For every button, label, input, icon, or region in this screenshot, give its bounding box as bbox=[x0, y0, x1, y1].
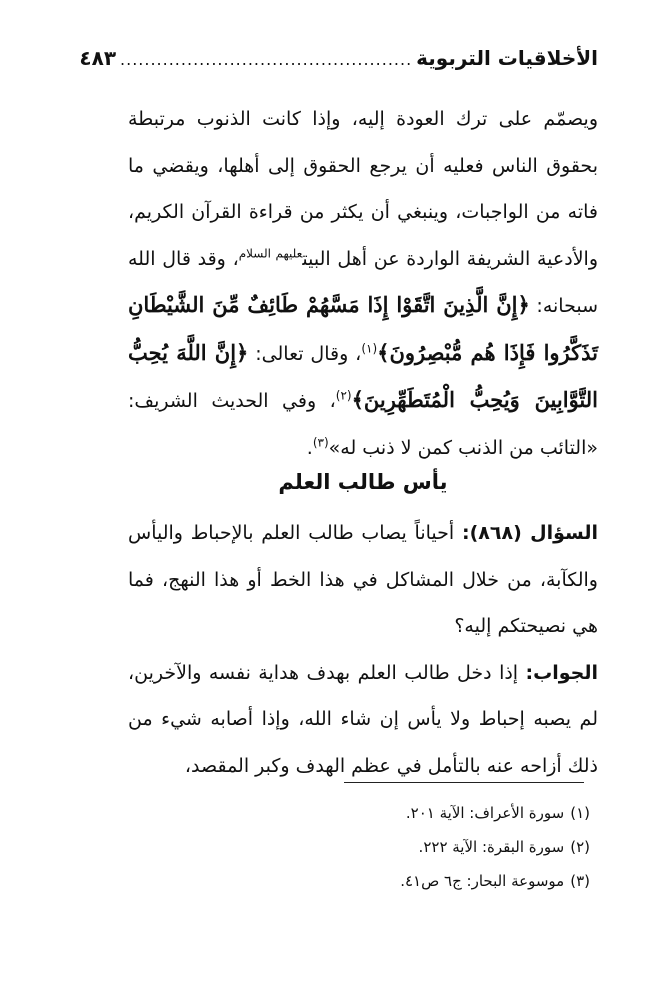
footnote-text: موسوعة البحار: ج٦ ص٤١. bbox=[400, 872, 565, 890]
footnote-marker: (١) bbox=[361, 341, 378, 356]
footnote-text: سورة البقرة: الآية ٢٢٢. bbox=[418, 838, 565, 856]
footnote-item bbox=[300, 830, 590, 864]
footnote-number: (١) bbox=[570, 804, 590, 822]
paragraph-end: . bbox=[306, 436, 313, 459]
header-leader-dots: ................................................ bbox=[120, 50, 413, 69]
paragraph-text: ويصمّم على ترك العودة إليه، وإذا كانت الذنوب مرتبطة بحقوق الناس فعليه أن يرجع الحقوق إلى أهلها، ويقضي ما فاته من الواجبات، وينبغي أن يكثر من قراءة القرآن الكريم، والأدعية الشريفة الواردة عن أهل البيت bbox=[128, 108, 599, 270]
body-paragraph bbox=[128, 96, 598, 471]
answer-label: الجواب: bbox=[525, 661, 598, 684]
paragraph-1 bbox=[128, 96, 598, 471]
paragraph-text: ، وقد قال الله سبحانه: bbox=[128, 247, 598, 317]
honorific-mark: عليهم السلام bbox=[238, 246, 303, 261]
section-heading: يأس طالب العلم bbox=[278, 470, 448, 494]
footnote-marker: (٣) bbox=[312, 435, 329, 450]
footnote-item bbox=[300, 796, 590, 830]
page-number: ٤٨٣ bbox=[79, 46, 117, 70]
hadith-quote: ، وفي الحديث الشريف: «التائب من الذنب كمن لا ذنب له» bbox=[128, 390, 598, 459]
quran-verse: ﴿إِنَّ اللَّهَ يُحِبُّ التَّوَّابِينَ وَيُحِبُّ الْمُتَطَهِّرِينَ﴾ bbox=[128, 339, 598, 412]
answer bbox=[128, 650, 598, 790]
footnote-number: (٣) bbox=[570, 872, 590, 890]
footnotes bbox=[300, 796, 590, 898]
answer-text: إذا دخل طالب العلم بهدف هداية نفسه والآخرين، لم يصبه إحباط ولا يأس إن شاء الله، وإذا أصابه شيء من ذلك أزاحه عنه بالتأمل في عظم الهدف وكبر المقصد، bbox=[128, 661, 598, 777]
header-title: الأخلاقيات التربوية bbox=[416, 46, 598, 70]
footnote-marker: (٢) bbox=[335, 388, 352, 403]
footnote-text: سورة الأعراف: الآية ٢٠١. bbox=[405, 804, 565, 822]
footnote-divider bbox=[344, 782, 584, 783]
paragraph-text: ، وقال تعالى: bbox=[248, 342, 362, 365]
running-header bbox=[79, 46, 598, 86]
question bbox=[128, 510, 598, 650]
question-text: أحياناً يصاب طالب العلم بالإحباط واليأس والكآبة، من خلال المشاكل في هذا الخط أو هذا النهج، فما هي نصيحتكم إليه؟ bbox=[128, 522, 598, 637]
question-answer bbox=[128, 510, 598, 789]
footnote-number: (٢) bbox=[570, 838, 590, 856]
question-label: السؤال (٨٦٨): bbox=[461, 522, 598, 544]
quran-verse: ﴿إِنَّ الَّذِينَ اتَّقَوْا إِذَا مَسَّهُمْ طَائِفٌ مِّنَ الشَّيْطَانِ تَذَكَّرُوا فَإِذَا هُم مُّبْصِرُونَ﴾ bbox=[128, 292, 598, 365]
footnote-item bbox=[300, 864, 590, 898]
